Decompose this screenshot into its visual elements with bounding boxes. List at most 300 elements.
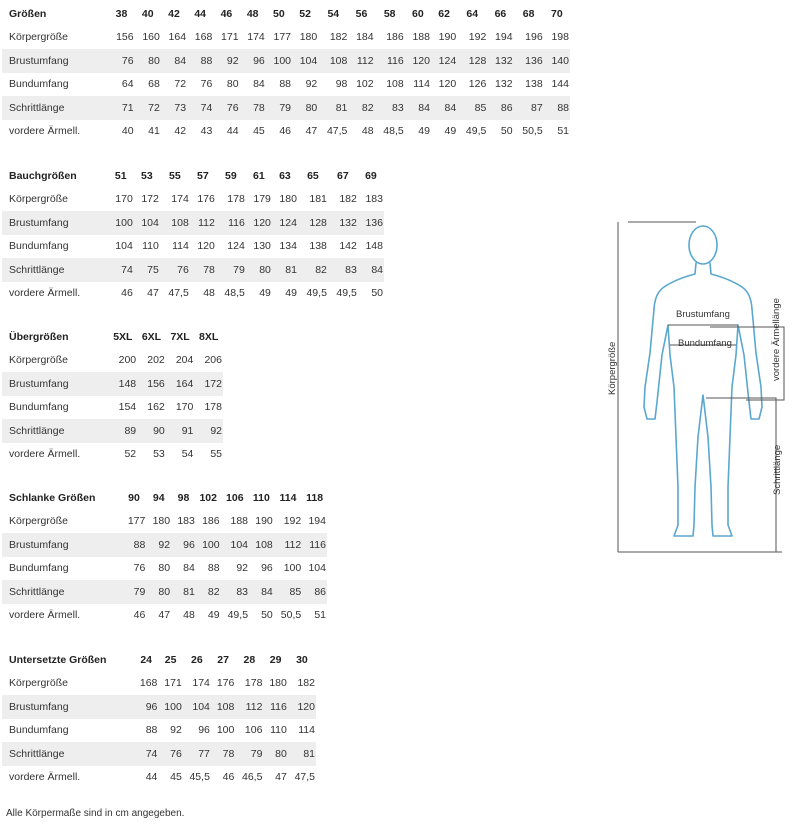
table-cell: 51 <box>557 125 569 138</box>
row-label: vordere Ärmell. <box>9 125 81 138</box>
table-cell: 124 <box>227 240 245 253</box>
table-cell: 96 <box>134 695 158 719</box>
table-cell: 88 <box>122 533 147 557</box>
table-cell: 194 <box>308 515 326 528</box>
table-cell: 154 <box>118 401 137 414</box>
table-cell: 48,5 <box>224 287 245 300</box>
size-header: 114 <box>279 491 297 504</box>
inseam-measure-line <box>706 398 776 552</box>
table-cell: 114 <box>172 240 189 253</box>
table-cell: 68 <box>148 78 160 91</box>
table-cell: 112 <box>348 49 374 73</box>
table-header-row <box>2 325 223 349</box>
row-label: Schrittlänge <box>2 742 134 766</box>
table-cell: 81 <box>288 742 316 766</box>
table-cell: 84 <box>183 562 195 575</box>
table-cell: 46 <box>133 609 146 622</box>
size-header: 67 <box>337 169 349 182</box>
row-label: vordere Ärmell. <box>9 287 81 300</box>
size-header: 30 <box>296 653 308 666</box>
row-label: Bundumfang <box>9 78 69 91</box>
table-cell: 46 <box>222 771 235 784</box>
table-row <box>2 419 223 443</box>
row-label: Brustumfang <box>2 49 108 73</box>
table-cell: 182 <box>329 31 348 44</box>
table-cell: 120 <box>246 211 272 235</box>
table-cell: 48 <box>203 287 215 300</box>
size-header: 38 <box>115 7 128 20</box>
table-cell: 106 <box>244 724 263 737</box>
size-header: 59 <box>225 169 237 182</box>
table-cell: 75 <box>134 258 160 282</box>
table-cell: 81 <box>318 96 348 120</box>
table-cell: 45 <box>170 771 182 784</box>
table-cell: 73 <box>161 96 187 120</box>
table-cell: 138 <box>525 78 543 91</box>
table-cell: 178 <box>227 193 245 206</box>
table-cell: 184 <box>356 31 374 44</box>
table-cell: 174 <box>192 677 210 690</box>
row-label: Schrittlänge <box>2 580 122 604</box>
table-cell: 82 <box>348 96 374 120</box>
table-title: Untersetzte Größen <box>9 653 107 666</box>
row-label: Brustumfang <box>2 372 109 396</box>
table-cell: 72 <box>135 96 161 120</box>
table-cell: 116 <box>216 211 246 235</box>
table-cell: 112 <box>235 695 263 719</box>
table-header-row <box>2 164 384 188</box>
table-cell: 78 <box>240 96 266 120</box>
table-cell: 168 <box>194 31 213 44</box>
size-header: 56 <box>355 7 368 20</box>
table-row <box>2 766 316 790</box>
table-cell: 84 <box>358 258 384 282</box>
table-cell: 182 <box>297 677 315 690</box>
table-cell: 180 <box>269 677 287 690</box>
size-header: 5XL <box>113 330 133 343</box>
table-cell: 176 <box>216 677 235 690</box>
size-header: 66 <box>494 7 507 20</box>
table-cell: 88 <box>145 724 158 737</box>
table-row <box>2 719 316 743</box>
table-cell: 183 <box>177 515 195 528</box>
size-header: 8XL <box>199 330 219 343</box>
table-cell: 148 <box>109 372 138 396</box>
table-cell: 80 <box>226 78 239 91</box>
table-cell: 88 <box>207 562 220 575</box>
table-cell: 50 <box>261 609 273 622</box>
table-cell: 124 <box>431 49 457 73</box>
table-cell: 179 <box>253 193 271 206</box>
table-cell: 43 <box>200 125 213 138</box>
table-cell: 186 <box>386 31 404 44</box>
table-cell: 144 <box>551 78 569 91</box>
table-cell: 196 <box>525 31 543 44</box>
table-cell: 100 <box>158 695 182 719</box>
table-cell: 126 <box>468 78 487 91</box>
height-measure-line <box>618 222 782 552</box>
table-cell: 128 <box>457 49 487 73</box>
table-row <box>2 695 316 719</box>
row-label: Körpergröße <box>9 515 68 528</box>
table-cell: 41 <box>148 125 160 138</box>
table-cell: 120 <box>438 78 457 91</box>
table-cell: 51 <box>314 609 326 622</box>
table-cell: 198 <box>551 31 569 44</box>
table-cell: 64 <box>121 78 134 91</box>
table-row <box>2 73 570 97</box>
table-cell: 83 <box>221 580 249 604</box>
table-cell: 108 <box>318 49 348 73</box>
table-cell: 92 <box>194 419 223 443</box>
table-row <box>2 580 327 604</box>
table-cell: 168 <box>139 677 158 690</box>
body-measurement-figure <box>598 205 798 555</box>
size-table-uebergroessen <box>2 325 223 466</box>
table-cell: 50,5 <box>522 125 543 138</box>
table-cell: 79 <box>216 258 246 282</box>
row-label: Bundumfang <box>9 562 69 575</box>
table-cell: 49 <box>259 287 271 300</box>
size-header: 68 <box>522 7 535 20</box>
size-header: 27 <box>217 653 229 666</box>
table-cell: 79 <box>122 580 147 604</box>
table-cell: 194 <box>495 31 513 44</box>
row-label: Schrittlänge <box>2 258 108 282</box>
table-cell: 76 <box>133 562 146 575</box>
table-cell: 47,5 <box>294 771 315 784</box>
table-cell: 49 <box>444 125 457 138</box>
table-cell: 76 <box>108 49 134 73</box>
table-cell: 47 <box>275 771 287 784</box>
size-table-schlanke-groessen <box>2 486 327 627</box>
row-label: Brustumfang <box>2 695 134 719</box>
table-cell: 86 <box>487 96 513 120</box>
table-cell: 132 <box>495 78 513 91</box>
size-header: 29 <box>269 653 282 666</box>
table-cell: 162 <box>147 401 165 414</box>
table-cell: 132 <box>487 49 513 73</box>
size-header: 98 <box>177 491 190 504</box>
table-cell: 182 <box>339 193 357 206</box>
table-cell: 188 <box>230 515 249 528</box>
table-cell: 177 <box>127 515 146 528</box>
table-cell: 108 <box>160 211 190 235</box>
size-header: 61 <box>253 169 265 182</box>
row-label: vordere Ärmell. <box>9 609 81 622</box>
table-row <box>2 120 570 144</box>
table-cell: 49 <box>418 125 430 138</box>
table-row <box>2 372 223 396</box>
table-cell: 102 <box>356 78 374 91</box>
row-label: Bundumfang <box>9 240 69 253</box>
table-cell: 49 <box>285 287 297 300</box>
table-cell: 140 <box>544 49 570 73</box>
row-label: Brustumfang <box>2 211 108 235</box>
table-cell: 78 <box>211 742 235 766</box>
table-cell: 80 <box>146 580 171 604</box>
table-cell: 80 <box>246 258 272 282</box>
table-cell: 178 <box>204 401 222 414</box>
table-row <box>2 282 384 306</box>
table-cell: 72 <box>174 78 187 91</box>
waist-label: Bundumfang <box>678 338 732 349</box>
table-cell: 120 <box>197 240 215 253</box>
table-cell: 45 <box>253 125 265 138</box>
table-cell: 100 <box>108 211 134 235</box>
table-row <box>2 235 384 259</box>
table-cell: 148 <box>365 240 383 253</box>
table-cell: 80 <box>263 742 287 766</box>
size-header: 110 <box>252 491 270 504</box>
measurement-lines <box>618 222 784 552</box>
table-cell: 108 <box>249 533 274 557</box>
table-cell: 49,5 <box>227 609 249 622</box>
table-cell: 90 <box>137 419 166 443</box>
table-cell: 130 <box>253 240 271 253</box>
row-label: Körpergröße <box>9 354 68 367</box>
table-row <box>2 510 327 534</box>
table-cell: 156 <box>116 31 134 44</box>
table-cell: 82 <box>298 258 328 282</box>
table-cell: 136 <box>514 49 544 73</box>
row-label: vordere Ärmell. <box>9 771 81 784</box>
table-cell: 81 <box>171 580 196 604</box>
table-cell: 85 <box>457 96 487 120</box>
table-cell: 49,5 <box>465 125 487 138</box>
table-cell: 80 <box>158 562 171 575</box>
size-header: 64 <box>466 7 479 20</box>
table-cell: 98 <box>335 78 348 91</box>
size-header: 54 <box>327 7 340 20</box>
table-cell: 50,5 <box>280 609 302 622</box>
footnote: Alle Körpermaße sind in cm angegeben. <box>6 808 185 819</box>
table-cell: 48 <box>183 609 195 622</box>
row-label: Körpergröße <box>9 193 68 206</box>
table-cell: 96 <box>261 562 273 575</box>
table-cell: 45,5 <box>189 771 210 784</box>
table-cell: 177 <box>273 31 292 44</box>
table-cell: 192 <box>468 31 487 44</box>
size-table-bauchgroessen <box>2 164 384 305</box>
table-cell: 190 <box>255 515 273 528</box>
size-header: 70 <box>551 7 563 20</box>
size-header: 44 <box>194 7 207 20</box>
table-cell: 110 <box>142 240 159 253</box>
size-header: 102 <box>199 491 217 504</box>
table-cell: 192 <box>283 515 302 528</box>
table-cell: 100 <box>266 49 292 73</box>
inseam-label: Schrittlänge <box>772 444 783 495</box>
table-cell: 44 <box>145 771 158 784</box>
size-header: 65 <box>307 169 319 182</box>
table-title: Bauchgrößen <box>9 169 77 182</box>
table-cell: 178 <box>244 677 263 690</box>
size-header: 90 <box>128 491 140 504</box>
table-cell: 164 <box>166 372 195 396</box>
table-cell: 42 <box>174 125 187 138</box>
table-cell: 180 <box>152 515 171 528</box>
table-cell: 83 <box>375 96 405 120</box>
row-label: Körpergröße <box>9 31 68 44</box>
table-cell: 92 <box>170 724 182 737</box>
table-cell: 104 <box>183 695 211 719</box>
table-cell: 84 <box>249 580 274 604</box>
table-cell: 172 <box>141 193 159 206</box>
table-cell: 92 <box>305 78 318 91</box>
table-cell: 74 <box>134 742 158 766</box>
table-cell: 84 <box>253 78 265 91</box>
table-cell: 91 <box>166 419 195 443</box>
table-row <box>2 188 384 212</box>
table-cell: 171 <box>164 677 182 690</box>
table-cell: 77 <box>183 742 211 766</box>
size-header: 118 <box>306 491 324 504</box>
table-cell: 55 <box>210 448 222 461</box>
table-cell: 84 <box>161 49 187 73</box>
size-header: 50 <box>273 7 285 20</box>
height-label: Körpergröße <box>607 341 618 395</box>
table-cell: 112 <box>190 211 216 235</box>
table-cell: 104 <box>221 533 249 557</box>
table-cell: 46 <box>121 287 133 300</box>
table-cell: 114 <box>298 724 315 737</box>
table-cell: 100 <box>216 724 235 737</box>
table-row <box>2 258 384 282</box>
table-cell: 186 <box>202 515 220 528</box>
table-cell: 174 <box>247 31 265 44</box>
table-header-row <box>2 648 316 672</box>
size-table-groessen <box>2 2 570 143</box>
table-cell: 47,5 <box>168 287 189 300</box>
table-cell: 120 <box>405 49 431 73</box>
table-row <box>2 26 570 50</box>
table-cell: 206 <box>204 354 222 367</box>
table-cell: 134 <box>279 240 297 253</box>
table-cell: 204 <box>175 354 194 367</box>
table-title: Schlanke Größen <box>9 491 96 504</box>
table-cell: 100 <box>283 562 302 575</box>
table-cell: 100 <box>196 533 221 557</box>
table-cell: 47,5 <box>326 125 348 138</box>
table-cell: 160 <box>142 31 160 44</box>
table-cell: 46,5 <box>241 771 263 784</box>
table-cell: 76 <box>200 78 213 91</box>
row-label: Brustumfang <box>2 533 122 557</box>
size-header: 58 <box>383 7 396 20</box>
size-header: 51 <box>114 169 127 182</box>
table-cell: 116 <box>302 533 327 557</box>
table-cell: 92 <box>236 562 249 575</box>
table-row <box>2 557 327 581</box>
table-cell: 104 <box>292 49 318 73</box>
size-header: 46 <box>220 7 233 20</box>
table-cell: 132 <box>328 211 358 235</box>
table-cell: 40 <box>121 125 134 138</box>
size-header: 25 <box>164 653 177 666</box>
table-cell: 50 <box>371 287 383 300</box>
table-cell: 50 <box>500 125 513 138</box>
table-cell: 78 <box>190 258 216 282</box>
row-label: Bundumfang <box>9 724 69 737</box>
table-cell: 170 <box>115 193 133 206</box>
table-cell: 83 <box>328 258 358 282</box>
table-cell: 112 <box>274 533 302 557</box>
table-cell: 110 <box>270 724 287 737</box>
size-header: 42 <box>168 7 180 20</box>
table-row <box>2 604 327 628</box>
table-row <box>2 396 223 420</box>
table-header-row <box>2 486 327 510</box>
table-cell: 49,5 <box>306 287 327 300</box>
table-cell: 74 <box>187 96 213 120</box>
table-cell: 80 <box>292 96 318 120</box>
table-row <box>2 349 223 373</box>
table-cell: 108 <box>386 78 404 91</box>
table-cell: 79 <box>235 742 263 766</box>
size-header: 52 <box>299 7 311 20</box>
table-cell: 80 <box>135 49 161 73</box>
table-title: Übergrößen <box>9 330 69 343</box>
table-cell: 48 <box>361 125 374 138</box>
table-cell: 181 <box>309 193 327 206</box>
row-label: Schrittlänge <box>2 96 108 120</box>
table-cell: 92 <box>213 49 239 73</box>
table-cell: 47 <box>147 287 159 300</box>
table-row <box>2 96 570 120</box>
size-header: 60 <box>412 7 424 20</box>
table-cell: 96 <box>171 533 196 557</box>
size-header: 7XL <box>170 330 190 343</box>
table-cell: 171 <box>221 31 239 44</box>
table-cell: 52 <box>124 448 137 461</box>
table-cell: 183 <box>365 193 383 206</box>
size-header: 62 <box>438 7 450 20</box>
table-row <box>2 211 384 235</box>
row-label: vordere Ärmell. <box>9 448 81 461</box>
table-cell: 49,5 <box>336 287 357 300</box>
chest-label: Brustumfang <box>676 309 730 320</box>
table-row <box>2 742 316 766</box>
table-cell: 81 <box>272 258 298 282</box>
size-header: 48 <box>246 7 259 20</box>
table-cell: 174 <box>171 193 189 206</box>
table-cell: 85 <box>274 580 302 604</box>
table-cell: 190 <box>438 31 457 44</box>
body-outline <box>644 226 762 536</box>
table-cell: 96 <box>240 49 266 73</box>
table-cell: 54 <box>181 448 194 461</box>
table-cell: 128 <box>298 211 328 235</box>
size-header: 63 <box>279 169 291 182</box>
table-cell: 86 <box>302 580 327 604</box>
table-cell: 164 <box>168 31 187 44</box>
table-cell: 44 <box>226 125 239 138</box>
table-row <box>2 443 223 467</box>
size-header: 55 <box>168 169 181 182</box>
table-cell: 79 <box>266 96 292 120</box>
size-header: 6XL <box>141 330 162 343</box>
table-cell: 170 <box>175 401 194 414</box>
table-cell: 124 <box>272 211 298 235</box>
sleeve-label: vordere Ärmellänge <box>771 298 782 381</box>
size-header: 57 <box>197 169 209 182</box>
table-cell: 172 <box>194 372 223 396</box>
table-cell: 89 <box>109 419 138 443</box>
table-cell: 84 <box>405 96 431 120</box>
table-cell: 200 <box>118 354 137 367</box>
row-label: Bundumfang <box>9 401 69 414</box>
